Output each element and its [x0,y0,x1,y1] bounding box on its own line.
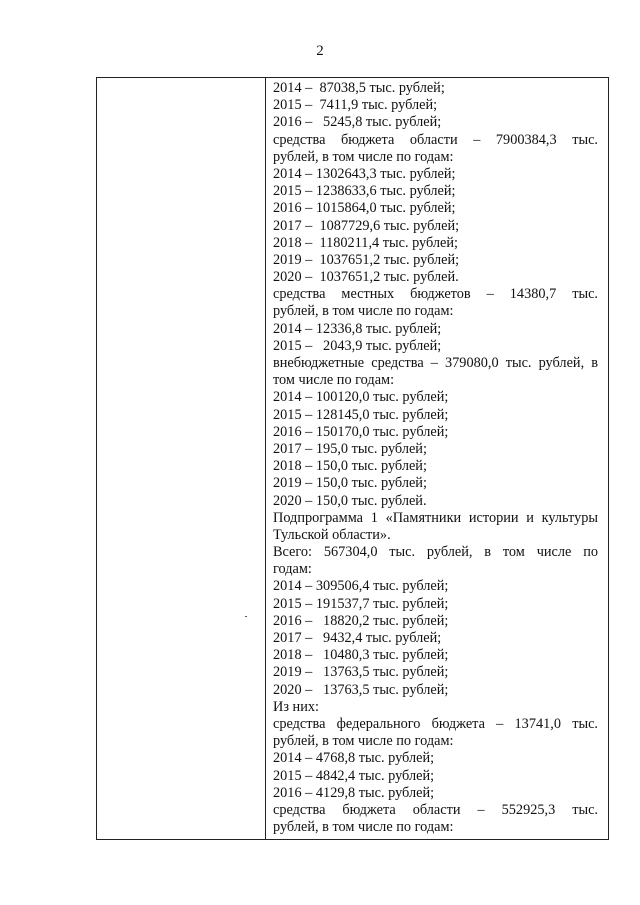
column-divider [265,78,266,839]
text-line: 2016 – 150170,0 тыс. рублей; [273,423,449,440]
text-line: средства федерального бюджета – 13741,0 тыс. [273,715,598,732]
text-line: 2018 – 150,0 тыс. рублей; [273,458,427,475]
text-line: 2020 – 13763,5 тыс. рублей; [273,681,449,698]
text-line: 2015 – 191537,7 тыс. рублей; [273,595,449,612]
text-line: 2020 – 1037651,2 тыс. рублей. [273,269,459,286]
text-line: средства бюджета области – 7900384,3 тыс. [273,131,598,148]
text-line: 2014 – 87038,5 тыс. рублей; [273,80,445,96]
text-line: 2014 – 1302643,3 тыс. рублей; [273,165,456,182]
text-line: рублей, в том числе по годам: [273,819,454,836]
text-line: Всего: 567304,0 тыс. рублей, в том числе по [273,544,598,561]
text-line: 2018 – 10480,3 тыс. рублей; [273,647,449,664]
text-line: 2018 – 1180211,4 тыс. рублей; [273,234,459,251]
text-line: 2015 – 2043,9 тыс. рублей; [273,337,442,354]
text-line: 2015 – 128145,0 тыс. рублей; [273,406,449,423]
text-line: том числе по годам: [273,372,395,389]
text-line: 2017 – 195,0 тыс. рублей; [273,440,427,457]
text-line: внебюджетные средства – 379080,0 тыс. рублей, в [273,355,598,371]
text-line: 2019 – 150,0 тыс. рублей; [273,475,427,492]
text-line: Тульской области». [273,526,391,543]
text-line: 2017 – 9432,4 тыс. рублей; [273,630,442,646]
text-line: 2016 – 4129,8 тыс. рублей; [273,784,435,801]
text-line: 2020 – 150,0 тыс. рублей. [273,492,427,509]
text-line: Подпрограмма 1 «Памятники истории и культуры [273,509,598,526]
text-line: 2014 – 309506,4 тыс. рублей; [273,578,449,595]
text-line: годам: [273,561,312,578]
text-line: 2014 – 12336,8 тыс. рублей; [273,320,442,337]
text-line: Из них: [273,698,319,715]
text-line: рублей, в том числе по годам: [273,303,454,320]
text-line: 2015 – 1238633,6 тыс. рублей; [273,183,456,200]
text-line: 2019 – 13763,5 тыс. рублей; [273,664,449,681]
text-line: 2019 – 1037651,2 тыс. рублей; [273,251,460,268]
text-line: 2017 – 1087729,6 тыс. рублей; [273,217,460,234]
text-line: 2014 – 4768,8 тыс. рублей; [273,750,435,767]
scan-artifact-dot [245,616,247,617]
text-line: 2016 – 1015864,0 тыс. рублей; [273,200,456,217]
text-line: 2014 – 100120,0 тыс. рублей; [273,389,449,406]
text-line: рублей, в том числе по годам: [273,733,454,750]
text-line: средства местных бюджетов – 14380,7 тыс. [273,286,598,303]
text-line: 2016 – 5245,8 тыс. рублей; [273,114,442,131]
table-frame [96,77,609,840]
right-column-content [273,80,598,836]
page-number: 2 [316,43,324,59]
text-line: рублей, в том числе по годам: [273,148,454,165]
text-line: 2015 – 7411,9 тыс. рублей; [273,97,438,114]
text-line: 2016 – 18820,2 тыс. рублей; [273,612,449,629]
text-line: 2015 – 4842,4 тыс. рублей; [273,767,435,784]
text-line: средства бюджета области – 552925,3 тыс. [273,801,598,818]
